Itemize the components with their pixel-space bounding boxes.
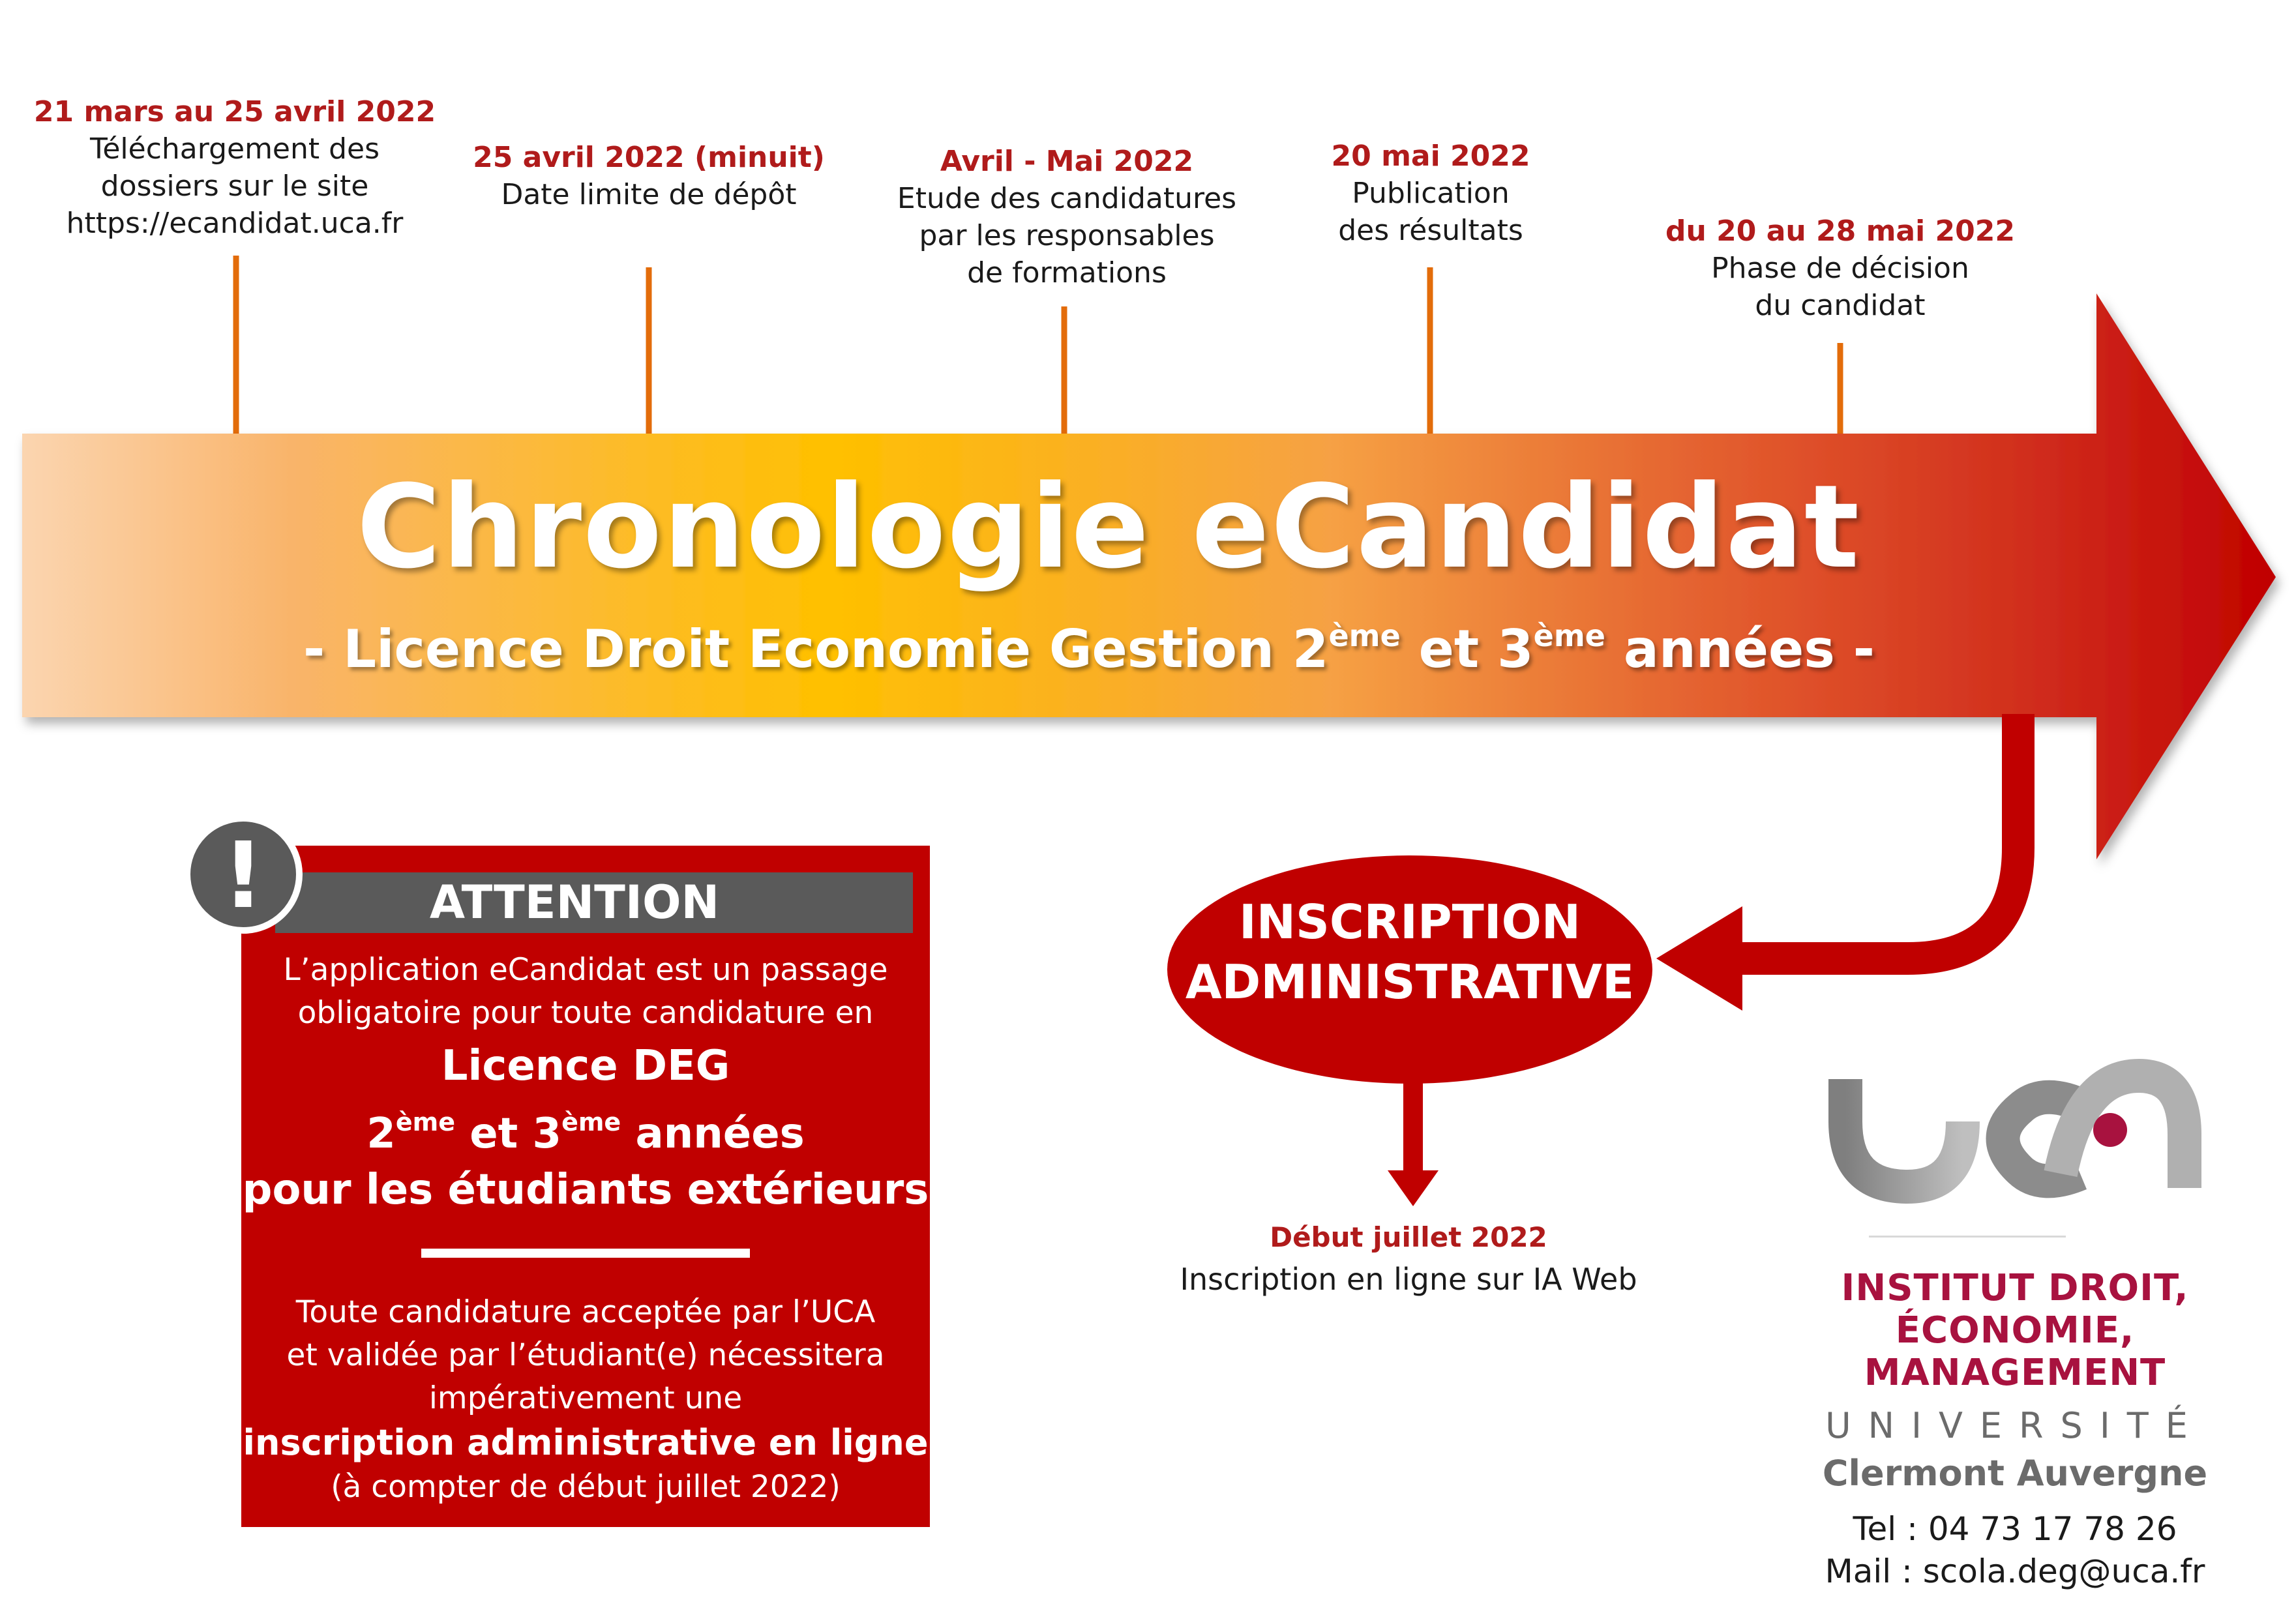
highlight-line-2 [241, 1094, 930, 1162]
milestone-desc: du candidat [1755, 289, 1926, 322]
subtitle-middle: et 3 [1400, 619, 1534, 679]
connector-arrow [1735, 714, 2018, 958]
institute-line: ÉCONOMIE, [1895, 1309, 2135, 1352]
connector-arrow-head [1656, 906, 1742, 1011]
milestone-3 [897, 143, 1236, 291]
milestone-desc: Etude des candidatures [897, 182, 1237, 215]
uca-logo [1845, 1076, 2184, 1188]
page-title: Chronologie eCandidat [356, 460, 1861, 594]
milestone-desc: Phase de décision [1711, 252, 1969, 285]
milestone-desc: par les responsables [919, 219, 1215, 252]
subtitle-sup: ème [1533, 618, 1605, 653]
inscription-date: Début juillet 2022 [1270, 1221, 1547, 1253]
attention-intro [241, 949, 930, 1035]
inscription-desc: Inscription en ligne sur IA Web [1180, 1262, 1637, 1297]
milestone-2 [473, 140, 825, 213]
highlight-part: années [621, 1110, 805, 1158]
attention-footnote: (à compter de début juillet 2022) [331, 1469, 841, 1505]
contact-mail[interactable]: Mail : scola.deg@uca.fr [1825, 1552, 2205, 1590]
subtitle-suffix: années - [1605, 619, 1875, 679]
highlight-line-3: pour les étudiants extérieurs [242, 1166, 929, 1214]
institute-line: MANAGEMENT [1864, 1352, 2166, 1394]
down-arrow-head [1388, 1170, 1439, 1206]
inscription-line: ADMINISTRATIVE [1185, 955, 1635, 1009]
subtitle-prefix: - Licence Droit Economie Gestion 2 [303, 619, 1329, 679]
attention-header [275, 872, 913, 933]
milestone-desc: de formations [967, 256, 1167, 289]
highlight-part: et 3 [455, 1110, 562, 1158]
inscription-line: INSCRIPTION [1238, 895, 1581, 949]
exclamation-icon: ! [184, 815, 303, 934]
milestone-4 [1332, 138, 1530, 249]
highlight-line-1: Licence DEG [441, 1042, 730, 1090]
attention-body-line: impérativement une [428, 1380, 743, 1416]
milestone-date: Avril - Mai 2022 [940, 145, 1194, 178]
university-name: UNIVERSITÉ [1825, 1405, 2205, 1446]
inscription-label [1167, 892, 1652, 1012]
milestone-desc: des résultats [1338, 214, 1523, 247]
logo-divider [1869, 1236, 2066, 1238]
contact-tel: Tel : 04 73 17 78 26 [1853, 1510, 2177, 1548]
milestone-date: du 20 au 28 mai 2022 [1665, 215, 2015, 248]
institute-line: INSTITUT DROIT, [1841, 1267, 2189, 1309]
attention-divider [421, 1249, 750, 1258]
attention-bold-line: inscription administrative en ligne [243, 1422, 929, 1463]
milestone-desc: dossiers sur le site [100, 170, 369, 203]
attention-intro-line: L’application eCandidat est un passage [283, 952, 888, 988]
milestone-link[interactable]: https://ecandidat.uca.fr [66, 207, 404, 240]
milestone-5 [1665, 213, 2015, 324]
attention-body [241, 1291, 930, 1420]
attention-highlight [241, 1038, 930, 1218]
attention-title: ATTENTION [429, 876, 720, 929]
subtitle-sup: ème [1328, 618, 1401, 653]
down-arrow-shaft [1403, 1082, 1423, 1174]
milestone-date: 21 mars au 25 avril 2022 [33, 95, 436, 128]
highlight-part: 2 [366, 1110, 396, 1158]
milestone-desc: Date limite de dépôt [501, 178, 797, 211]
milestone-desc: Publication [1352, 177, 1510, 210]
highlight-sup: ème [561, 1108, 621, 1136]
page-subtitle [0, 618, 2178, 679]
attention-intro-line: obligatoire pour toute candidature en [297, 995, 874, 1031]
highlight-sup: ème [395, 1108, 455, 1136]
attention-body-line: Toute candidature acceptée par l’UCA [295, 1294, 876, 1330]
milestone-date: 20 mai 2022 [1331, 140, 1530, 173]
milestone-1 [34, 94, 436, 242]
campus-name: Clermont Auvergne [1822, 1453, 2208, 1494]
attention-body-line: et validée par l’étudiant(e) nécessitera [286, 1337, 885, 1373]
milestone-date: 25 avril 2022 (minuit) [473, 141, 825, 174]
milestone-desc: Téléchargement des [89, 132, 380, 166]
